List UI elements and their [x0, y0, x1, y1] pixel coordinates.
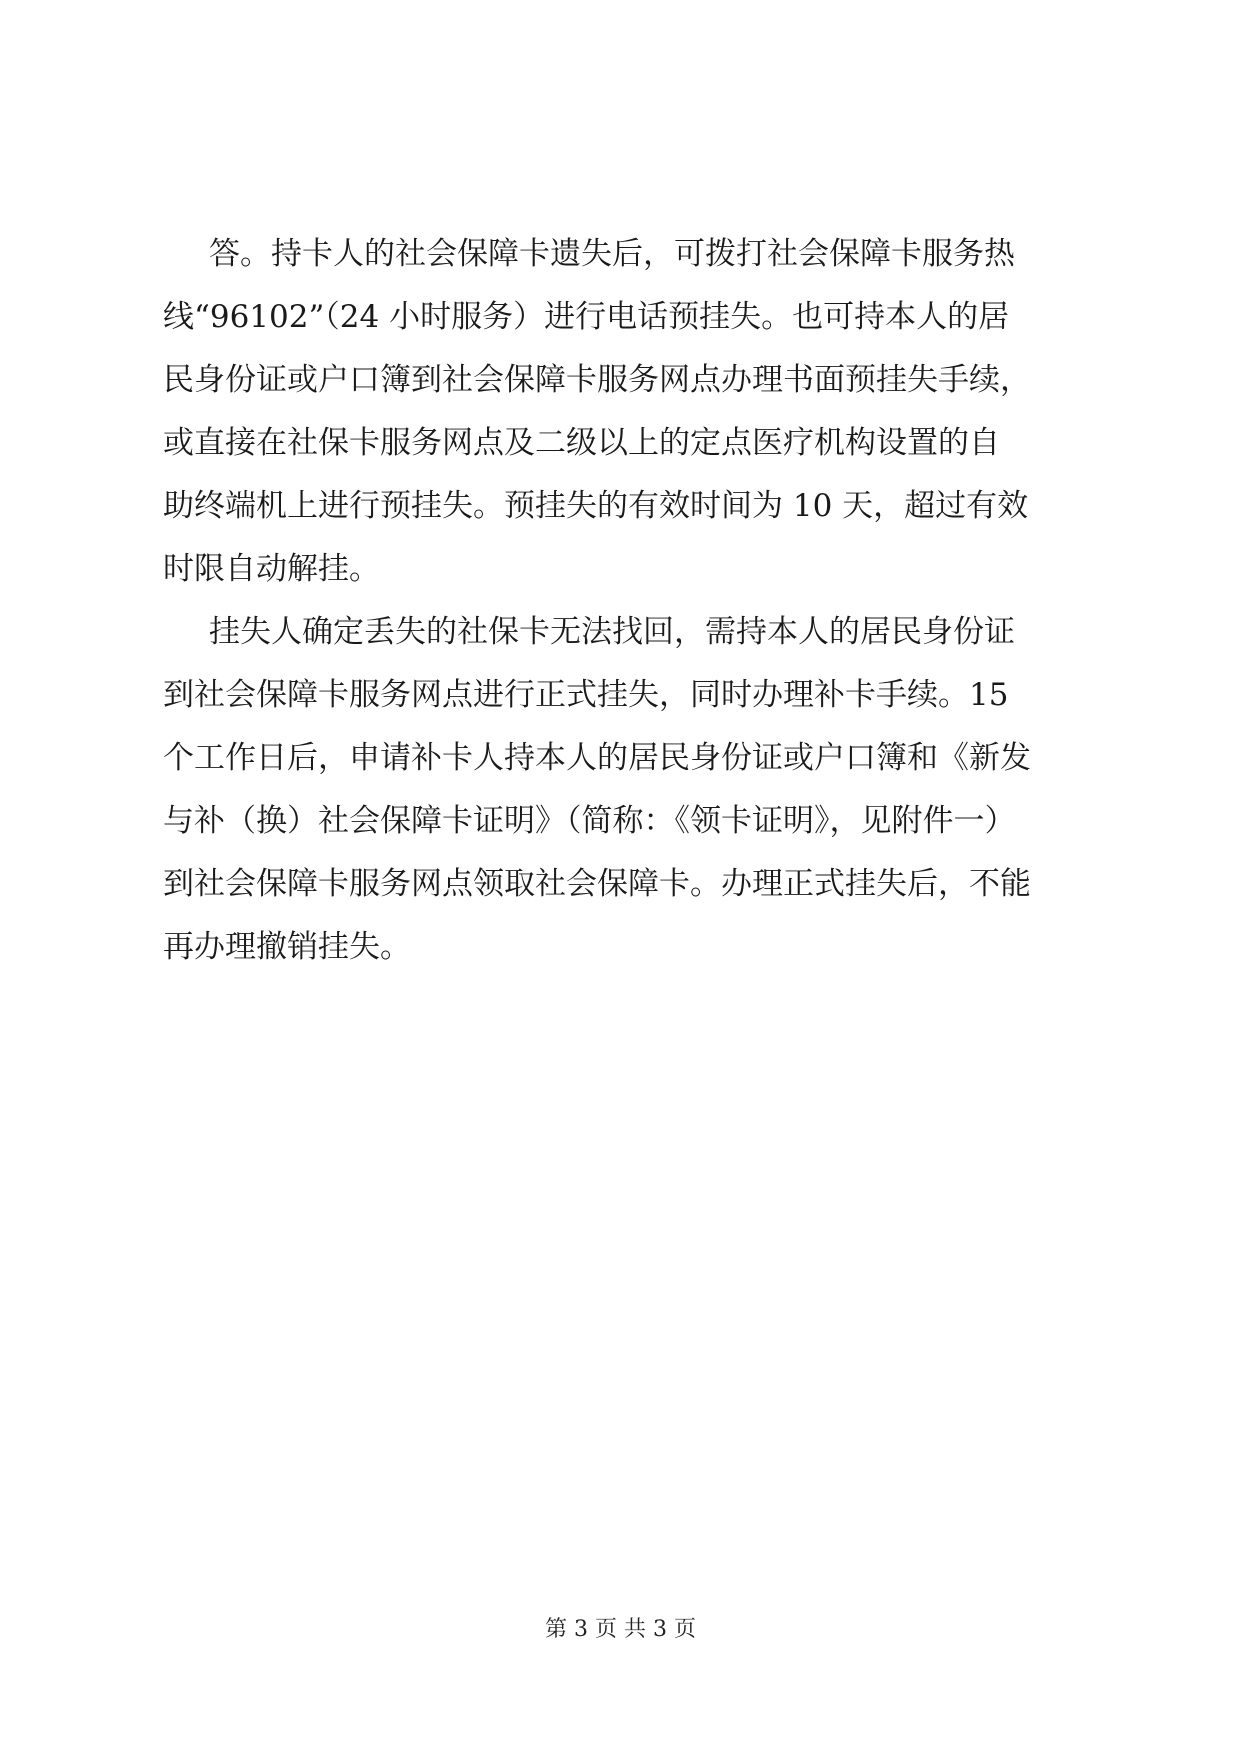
paragraph-1-line-5: 助终端机上进行预挂失。预挂失的有效时间为 10 天，超过有效: [163, 488, 1029, 524]
paragraph-1-line-1: 答。持卡人的社会保障卡遗失后，可拨打社会保障卡服务热: [209, 236, 1015, 272]
paragraph-1-line-2: 线“96102”（24 小时服务）进行电话预挂失。也可持本人的居: [163, 299, 1010, 335]
paragraph-1-line-6: 时限自动解挂。: [163, 551, 380, 587]
paragraph-2-line-3: 个工作日后，申请补卡人持本人的居民身份证或户口簿和《新发: [163, 740, 1031, 776]
paragraph-2-line-6: 再办理撤销挂失。: [163, 929, 411, 965]
paragraph-1-line-3: 民身份证或户口簿到社会保障卡服务网点办理书面预挂失手续，: [163, 362, 1031, 398]
page-number-footer: 第 3 页 共 3 页: [545, 1617, 696, 1642]
paragraph-2-line-5: 到社会保障卡服务网点领取社会保障卡。办理正式挂失后，不能: [163, 866, 1031, 902]
paragraph-1-line-4: 或直接在社保卡服务网点及二级以上的定点医疗机构设置的自: [163, 425, 1000, 461]
paragraph-2-line-1: 挂失人确定丢失的社保卡无法找回，需持本人的居民身份证: [209, 614, 1015, 650]
paragraph-2-line-2: 到社会保障卡服务网点进行正式挂失，同时办理补卡手续。15: [163, 677, 1009, 713]
paragraph-2-line-4: 与补（换）社会保障卡证明》（简称：《领卡证明》，见附件一）: [163, 803, 1016, 839]
